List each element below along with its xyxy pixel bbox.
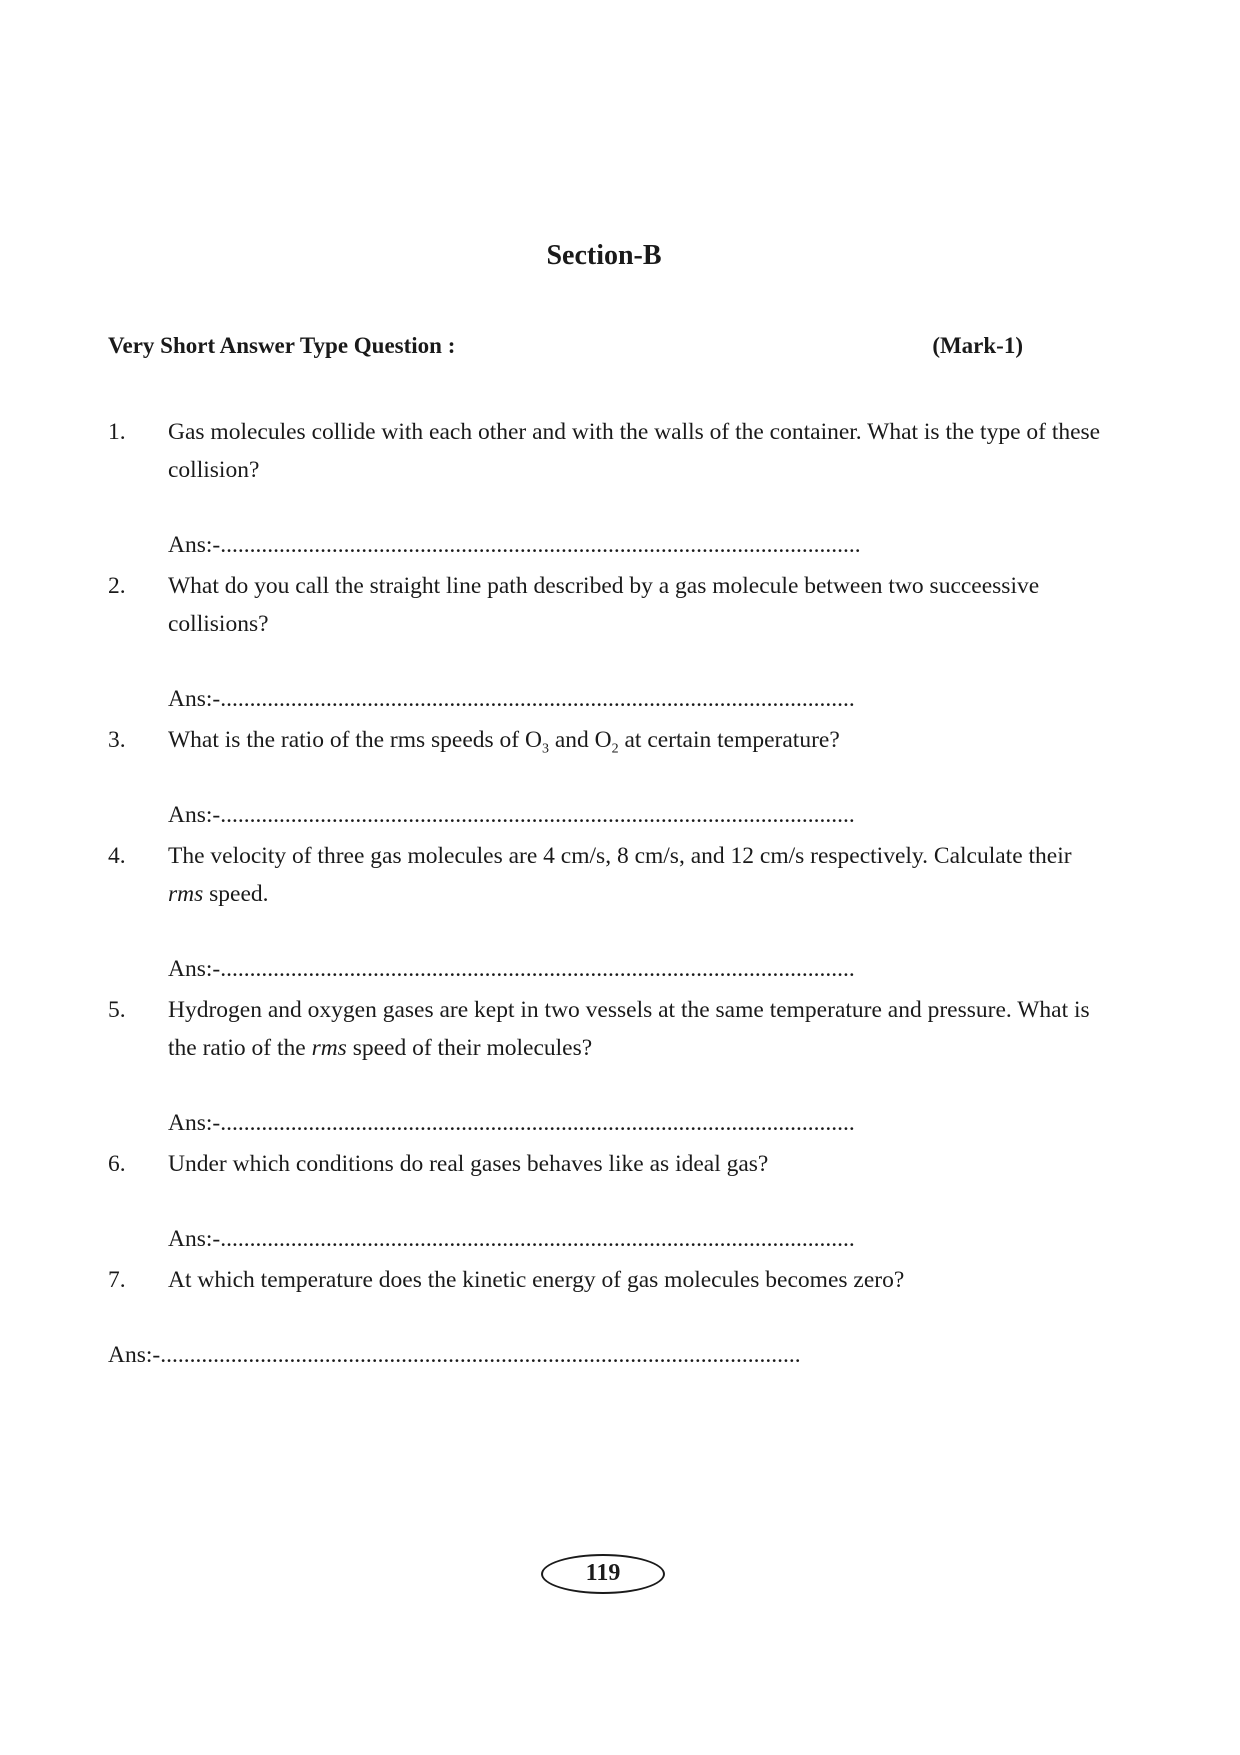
section-title: Section-B: [546, 240, 662, 271]
question-number: 5.: [108, 997, 126, 1023]
question-text: [168, 991, 1108, 1067]
page-number: 119: [541, 1554, 665, 1594]
question-7: [108, 1261, 1108, 1299]
question-2: [108, 567, 1108, 643]
answer-line-4: Ans:-............................................................................................................: [168, 956, 855, 982]
question-text: What do you call the straight line path described by a gas molecule between two succeessive collisions?: [168, 573, 1040, 637]
question-6: [108, 1145, 1108, 1183]
question-text-part: speed of their molecules?: [346, 1035, 593, 1061]
subscript: 3: [541, 741, 549, 757]
question-3: [108, 721, 1108, 759]
answer-line-1: Ans:-.............................................................................................................: [168, 532, 861, 558]
question-text-part: Hydrogen and oxygen gases are kept in two vessels at the same temperature and pressure. What is the ratio of the: [168, 997, 1090, 1061]
question-text-part: at certain temperature?: [618, 727, 840, 753]
answer-line-3: Ans:-............................................................................................................: [168, 802, 855, 828]
question-type-heading: [108, 330, 1023, 362]
italic-term: rms: [311, 1035, 347, 1061]
answer-line-6: Ans:-............................................................................................................: [168, 1226, 855, 1252]
subscript: 2: [611, 741, 619, 757]
question-5: [108, 991, 1108, 1067]
question-number: 2.: [108, 573, 126, 599]
marks-label: (Mark-1): [932, 333, 1023, 358]
answer-line-5: Ans:-............................................................................................................: [168, 1110, 855, 1136]
question-text: Gas molecules collide with each other and with the walls of the container. What is the type of these collision?: [168, 419, 1101, 483]
question-text-part: and O: [548, 727, 612, 753]
question-number: 3.: [108, 727, 126, 753]
question-text: At which temperature does the kinetic energy of gas molecules becomes zero?: [168, 1267, 905, 1293]
italic-term: rms: [168, 881, 204, 907]
question-number: 1.: [108, 419, 126, 445]
question-text-part: The velocity of three gas molecules are 4 cm/s, 8 cm/s, and 12 cm/s respectively. Calculate their: [168, 843, 1072, 869]
question-text: Under which conditions do real gases behaves like as ideal gas?: [168, 1151, 769, 1177]
question-type-label: Very Short Answer Type Question :: [108, 333, 456, 358]
answer-line-2: Ans:-............................................................................................................: [168, 686, 855, 712]
question-4: [108, 837, 1108, 913]
question-number: 6.: [108, 1151, 126, 1177]
answer-line-7: Ans:-.............................................................................................................: [108, 1342, 801, 1368]
question-text: [168, 837, 1108, 913]
question-text-part: What is the ratio of the rms speeds of O: [168, 727, 542, 753]
question-text-part: speed.: [203, 881, 269, 907]
question-number: 7.: [108, 1267, 126, 1293]
question-text: [168, 721, 1108, 759]
question-number: 4.: [108, 843, 126, 869]
question-1: [108, 413, 1108, 489]
